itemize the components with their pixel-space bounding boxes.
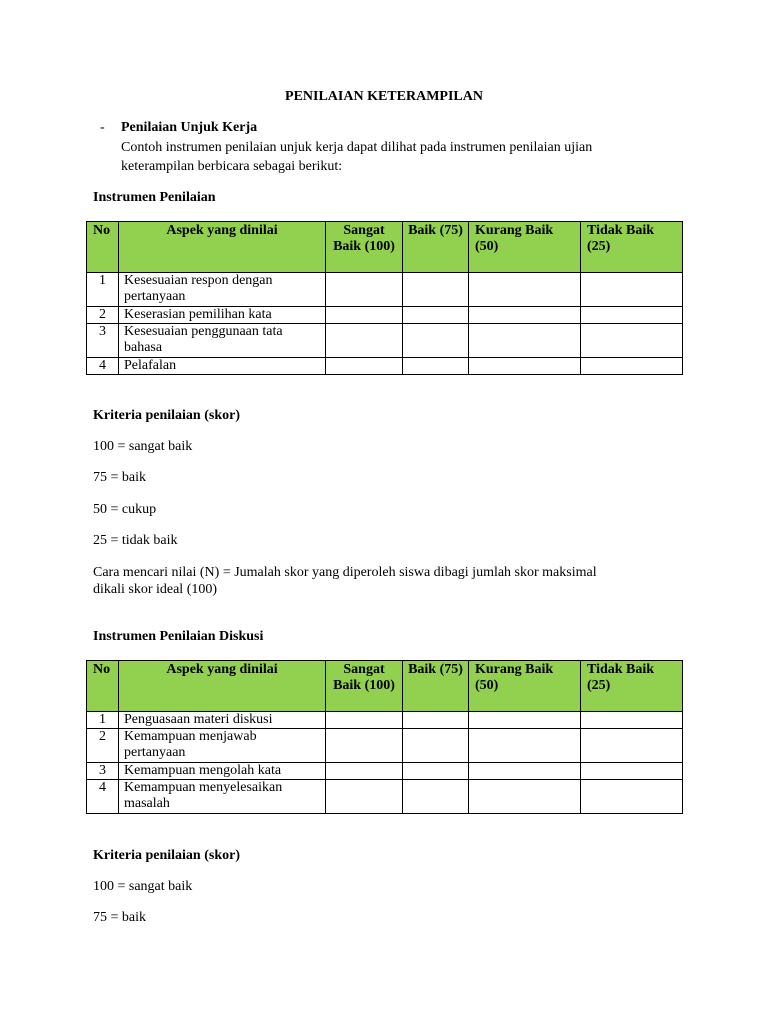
row-number: 3 bbox=[87, 324, 119, 358]
column-header: Tidak Baik (25) bbox=[581, 222, 683, 273]
row-aspect: Kesesuaian respon dengan pertanyaan bbox=[119, 273, 326, 307]
bullet-marker: - bbox=[100, 120, 105, 135]
page-title: PENILAIAN KETERAMPILAN bbox=[285, 89, 483, 104]
row-aspect: Penguasaan materi diskusi bbox=[119, 712, 326, 729]
table-row bbox=[87, 712, 683, 729]
column-header: Kurang Baik (50) bbox=[469, 222, 581, 273]
row-aspect: Keserasian pemilihan kata bbox=[119, 307, 326, 324]
score-cell bbox=[326, 324, 403, 358]
score-cell bbox=[581, 780, 683, 814]
table-row bbox=[87, 307, 683, 324]
score-cell bbox=[581, 729, 683, 763]
score-cell bbox=[403, 358, 469, 375]
column-header: Baik (75) bbox=[403, 661, 469, 712]
score-cell bbox=[469, 763, 581, 780]
score-cell bbox=[469, 712, 581, 729]
criteria-item: 75 = baik bbox=[93, 470, 146, 485]
criteria-item: 50 = cukup bbox=[93, 502, 157, 517]
score-cell bbox=[581, 324, 683, 358]
criteria-item: 75 = baik bbox=[93, 910, 146, 925]
formula-line: Cara mencari nilai (N) = Jumalah skor yang diperoleh siswa dibagi jumlah skor maksimal bbox=[93, 565, 597, 580]
table-row bbox=[87, 358, 683, 375]
score-cell bbox=[403, 763, 469, 780]
score-cell bbox=[581, 763, 683, 780]
score-cell bbox=[403, 780, 469, 814]
column-header: Sangat Baik (100) bbox=[326, 661, 403, 712]
score-cell bbox=[326, 273, 403, 307]
score-cell bbox=[469, 729, 581, 763]
score-cell bbox=[469, 324, 581, 358]
row-aspect: Kemampuan menyelesaikan masalah bbox=[119, 780, 326, 814]
criteria-item: 100 = sangat baik bbox=[93, 879, 193, 894]
score-cell bbox=[326, 780, 403, 814]
table-row bbox=[87, 780, 683, 814]
score-cell bbox=[326, 729, 403, 763]
row-number: 2 bbox=[87, 729, 119, 763]
table-row bbox=[87, 729, 683, 763]
row-aspect: Kemampuan menjawab pertanyaan bbox=[119, 729, 326, 763]
score-cell bbox=[469, 273, 581, 307]
table-row bbox=[87, 273, 683, 307]
section-heading-instrumen: Instrumen Penilaian bbox=[93, 190, 216, 205]
score-cell bbox=[469, 307, 581, 324]
row-aspect: Pelafalan bbox=[119, 358, 326, 375]
score-cell bbox=[326, 763, 403, 780]
score-cell bbox=[326, 307, 403, 324]
section-heading-diskusi: Instrumen Penilaian Diskusi bbox=[93, 629, 264, 644]
score-cell bbox=[469, 358, 581, 375]
score-cell bbox=[581, 712, 683, 729]
score-cell bbox=[581, 273, 683, 307]
bullet-line: keterampilan berbicara sebagai berikut: bbox=[121, 159, 343, 174]
row-aspect: Kesesuaian penggunaan tata bahasa bbox=[119, 324, 326, 358]
column-header: No bbox=[87, 222, 119, 273]
row-number: 4 bbox=[87, 780, 119, 814]
score-cell bbox=[581, 307, 683, 324]
discussion-table bbox=[86, 660, 683, 814]
row-number: 1 bbox=[87, 712, 119, 729]
score-cell bbox=[581, 358, 683, 375]
score-cell bbox=[326, 358, 403, 375]
row-number: 1 bbox=[87, 273, 119, 307]
score-cell bbox=[403, 307, 469, 324]
score-cell bbox=[326, 712, 403, 729]
row-number: 4 bbox=[87, 358, 119, 375]
formula-paragraph bbox=[93, 564, 693, 598]
bullet-line: Contoh instrumen penilaian unjuk kerja dapat dilihat pada instrumen penilaian ujian bbox=[121, 140, 593, 155]
row-number: 3 bbox=[87, 763, 119, 780]
row-number: 2 bbox=[87, 307, 119, 324]
score-cell bbox=[403, 273, 469, 307]
column-header: Tidak Baik (25) bbox=[581, 661, 683, 712]
column-header: Sangat Baik (100) bbox=[326, 222, 403, 273]
row-aspect: Kemampuan mengolah kata bbox=[119, 763, 326, 780]
formula-line: dikali skor ideal (100) bbox=[93, 582, 218, 597]
table-row bbox=[87, 324, 683, 358]
table-header-row bbox=[87, 661, 683, 712]
score-cell bbox=[469, 780, 581, 814]
criteria-item: 100 = sangat baik bbox=[93, 439, 193, 454]
bullet-body bbox=[121, 139, 681, 175]
column-header: Baik (75) bbox=[403, 222, 469, 273]
score-cell bbox=[403, 712, 469, 729]
column-header: Aspek yang dinilai bbox=[119, 222, 326, 273]
criteria-heading: Kriteria penilaian (skor) bbox=[93, 848, 240, 863]
criteria-heading: Kriteria penilaian (skor) bbox=[93, 408, 240, 423]
column-header: No bbox=[87, 661, 119, 712]
score-cell bbox=[403, 324, 469, 358]
assessment-table bbox=[86, 221, 683, 375]
table-header-row bbox=[87, 222, 683, 273]
bullet-heading: Penilaian Unjuk Kerja bbox=[121, 120, 258, 135]
column-header: Aspek yang dinilai bbox=[119, 661, 326, 712]
column-header: Kurang Baik (50) bbox=[469, 661, 581, 712]
score-cell bbox=[403, 729, 469, 763]
criteria-item: 25 = tidak baik bbox=[93, 533, 178, 548]
table-row bbox=[87, 763, 683, 780]
